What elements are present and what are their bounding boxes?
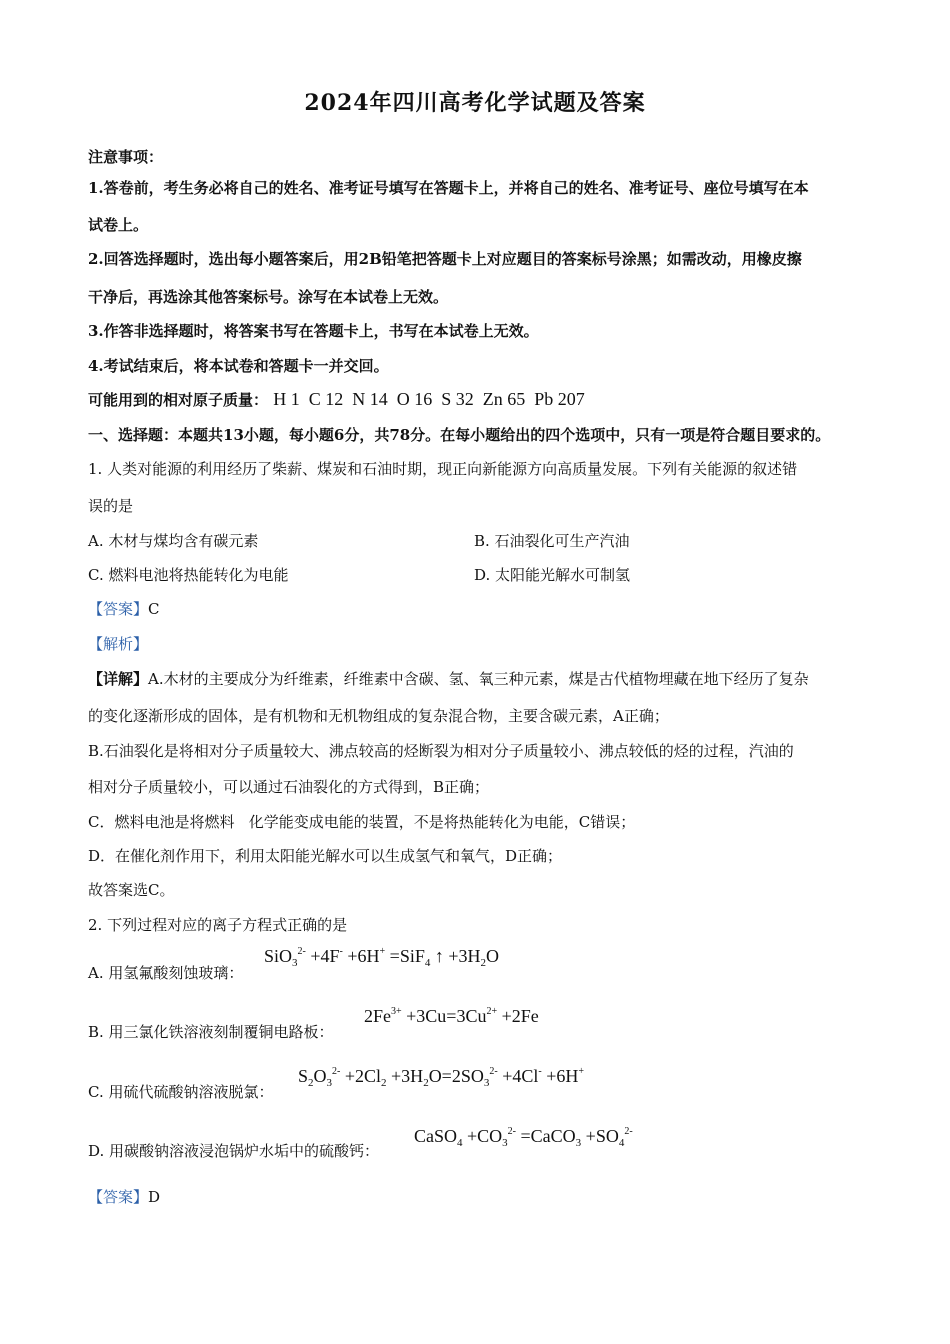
q1-option-d: D. 太阳能光解水可制氢	[474, 566, 631, 584]
q1-detail-a-text: A.木材的主要成分为纤维素，纤维素中含碳、氢、氧三种元素，煤是古代植物埋藏在地下经历了复杂	[148, 670, 809, 688]
q1-conclusion: 故答案选C。	[88, 881, 175, 899]
q1-answer-label: 【答案】	[88, 600, 149, 618]
q1-answer	[88, 598, 160, 619]
q1-detail-d: D．在催化剂作用下，利用太阳能光解水可以生成氢气和氧气，D正确；	[88, 847, 563, 865]
notice-item-2-line-1: 2.回答选择题时，选出每小题答案后，用2B铅笔把答题卡上对应题目的答案标号涂黑；如需改动，用橡皮擦	[88, 250, 802, 268]
notice-item-1-line-1: 1.答卷前，考生务必将自己的姓名、准考证号填写在答题卡上，并将自己的姓名、准考证号、座位号填写在本	[88, 179, 809, 197]
q2-answer	[88, 1186, 160, 1207]
q1-detail-c: C．燃料电池是将燃料 化学能变成电能的装置，不是将热能转化为电能，C错误；	[88, 813, 636, 831]
q1-detail-a-line-2: 的变化逐渐形成的固体，是有机物和无机物组成的复杂混合物，主要含碳元素，A正确；	[88, 707, 669, 725]
notice-heading: 注意事项：	[88, 148, 164, 166]
notice-item-1-line-2: 试卷上。	[88, 216, 149, 234]
notice-item-2-line-2: 干净后，再选涂其他答案标号。涂写在本试卷上无效。	[88, 288, 449, 306]
q2-option-b: B. 用三氯化铁溶液刻制覆铜电路板：	[88, 1023, 334, 1041]
q1-option-c: C. 燃料电池将热能转化为电能	[88, 566, 289, 584]
q1-stem-line-1: 1. 人类对能源的利用经历了柴薪、煤炭和石油时期，现正向新能源方向高质量发展。下列有关能源的叙述错	[88, 460, 798, 478]
notice-item-3: 3.作答非选择题时，将答案书写在答题卡上，书写在本试卷上无效。	[88, 322, 539, 340]
page-title: 2024年四川高考化学试题及答案	[304, 90, 646, 116]
atomic-mass-line	[88, 389, 585, 410]
section-1-heading: 一、选择题：本题共13小题，每小题6分，共78分。在每小题给出的四个选项中，只有一项是符合题目要求的。	[88, 426, 831, 444]
q1-option-b: B. 石油裂化可生产汽油	[474, 532, 630, 550]
q1-detail-b-line-2: 相对分子质量较小，可以通过石油裂化的方式得到，B正确；	[88, 778, 490, 796]
q2-equation-d: CaSO$_4$ $+CO_3^{2-}$ =CaCO$_3$ $+SO_4^{2-}$	[414, 1126, 633, 1149]
q1-detail-a-line-1	[88, 668, 809, 689]
q2-equation-a: SiO$_3^{2-}$ +4F- +6H+ =SiF$_4$ ↑ $+3H_2O$	[264, 946, 500, 969]
notice-item-4: 4.考试结束后，将本试卷和答题卡一并交回。	[88, 357, 389, 375]
q1-answer-value: C	[148, 600, 160, 618]
q2-option-d: D. 用碳酸钠溶液浸泡锅炉水垢中的硫酸钙：	[88, 1142, 380, 1160]
q1-analysis-label: 【解析】	[88, 635, 149, 653]
q2-equation-b: $2Fe^{3+} +3Cu=3Cu^{2+} +2Fe$	[364, 1006, 539, 1026]
q2-equation-c: $S_2O_3^{2-} +2Cl_2 +3H_2O=2SO_3^{2-} +4Cl^- +6H^+$	[298, 1066, 585, 1089]
atomic-mass-label: 可能用到的相对原子质量：	[88, 391, 269, 409]
q1-detail-b-line-1: B.石油裂化是将相对分子质量较大、沸点较高的烃断裂为相对分子质量较小、沸点较低的烃的过程，汽油的	[88, 742, 794, 760]
q1-detail-label: 【详解】	[88, 670, 149, 688]
q1-option-a: A. 木材与煤均含有碳元素	[88, 532, 259, 550]
q2-option-a: A. 用氢氟酸刻蚀玻璃：	[88, 964, 244, 982]
q2-option-c: C. 用硫代硫酸钠溶液脱氯：	[88, 1083, 274, 1101]
q2-answer-label: 【答案】	[88, 1188, 149, 1206]
q2-answer-value: D	[148, 1188, 161, 1206]
q1-stem-line-2: 误的是	[88, 497, 134, 515]
atomic-mass-values: H 1 C 12 N 14 O 16 S 32 Zn 65 Pb 207	[273, 389, 585, 409]
q2-stem: 2. 下列过程对应的离子方程式正确的是	[88, 916, 348, 934]
